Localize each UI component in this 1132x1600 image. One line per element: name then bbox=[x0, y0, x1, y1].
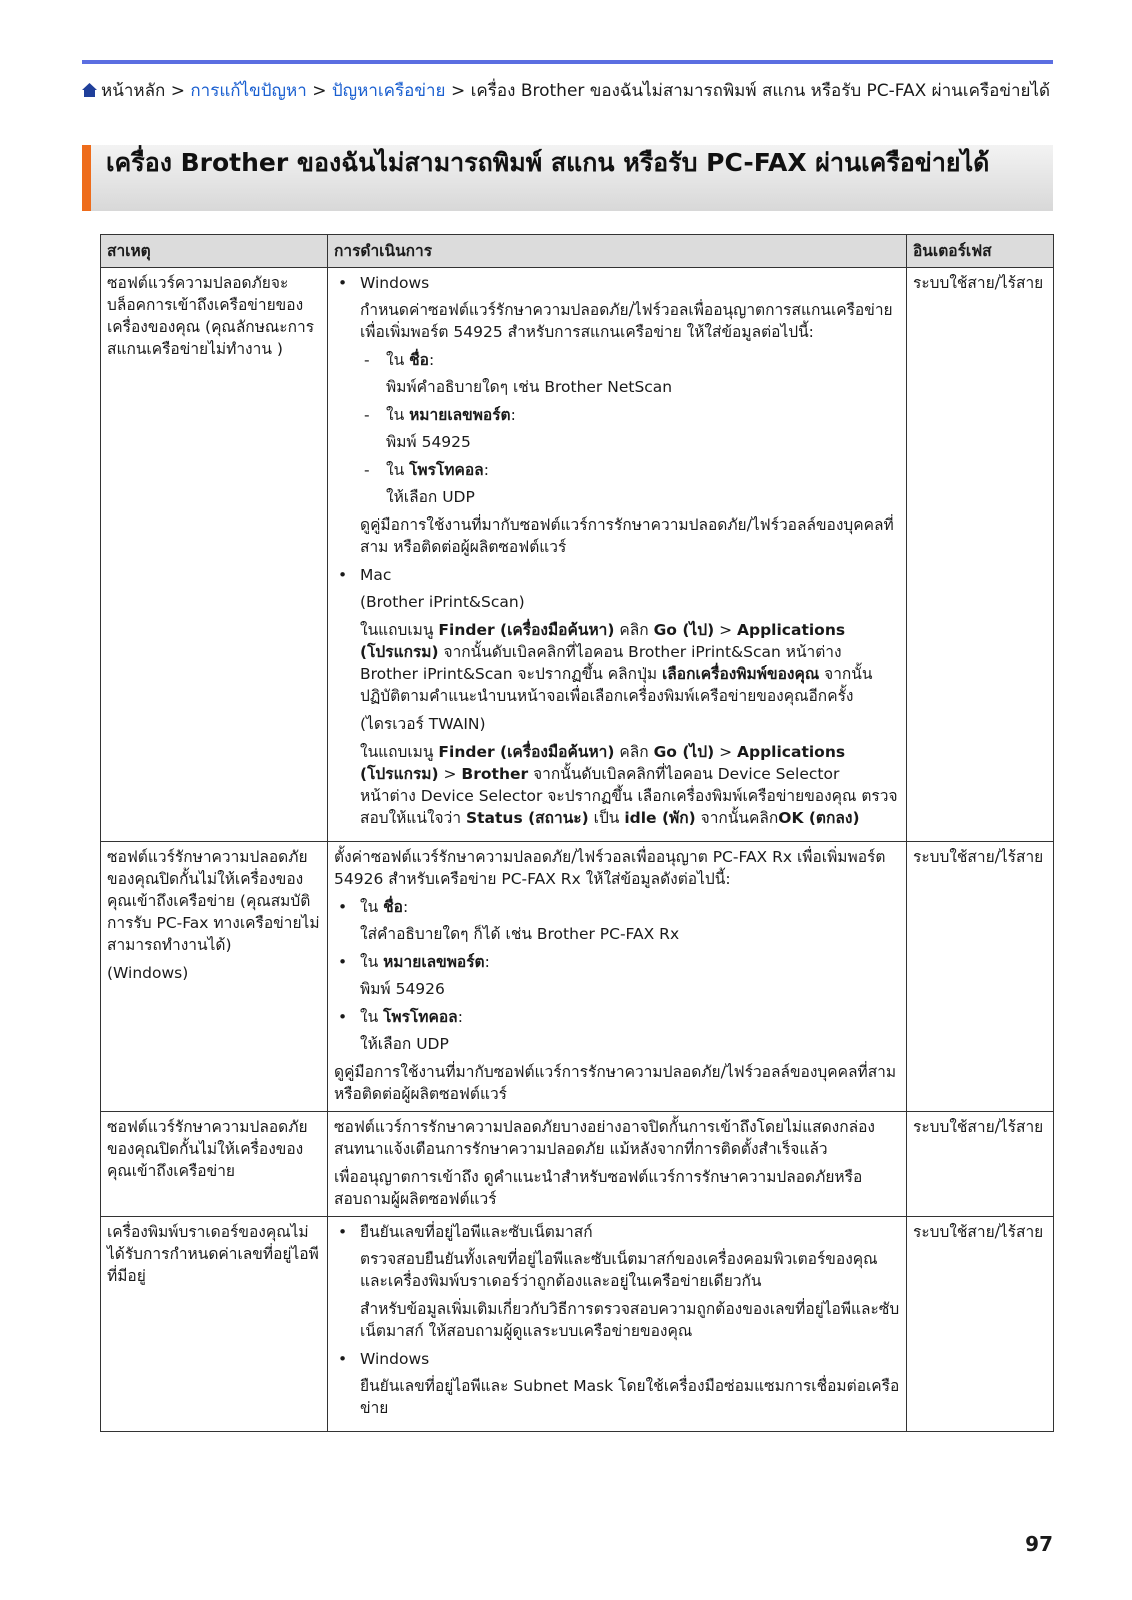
table-row bbox=[101, 1217, 1054, 1432]
cause-text: ซอฟต์แวร์รักษาความปลอดภัยของคุณปิดกั้นไม่ให้เครื่องของคุณเข้าถึงเครือข่าย bbox=[107, 1118, 308, 1180]
breadcrumb bbox=[82, 80, 1053, 103]
text: : bbox=[402, 898, 409, 916]
text: ใน bbox=[386, 406, 410, 424]
title-box bbox=[82, 145, 1053, 211]
table-row bbox=[101, 268, 1054, 842]
page-number: 97 bbox=[1025, 1532, 1053, 1556]
breadcrumb-separator: > bbox=[450, 81, 466, 101]
text: : bbox=[428, 351, 435, 369]
text: > bbox=[714, 743, 737, 761]
select-printer-label: เลือกเครื่องพิมพ์ของคุณ bbox=[661, 665, 820, 683]
text: > bbox=[438, 765, 462, 783]
bullet-protocol bbox=[334, 1006, 900, 1028]
finder-label: Finder (เครื่องมือค้นหา) bbox=[438, 621, 615, 639]
dash-name bbox=[334, 349, 900, 371]
name-value: พิมพ์คำอธิบายใดๆ เช่น Brother NetScan bbox=[386, 378, 673, 396]
cause-os: (Windows) bbox=[107, 964, 189, 982]
name-value: ใส่คำอธิบายใดๆ ก็ได้ เช่น Brother PC-FAX Rx bbox=[360, 925, 680, 943]
port-value: พิมพ์ 54925 bbox=[386, 433, 471, 451]
field-protocol-label: โพรโทคอล bbox=[409, 461, 484, 479]
go-label: Go (ไป) bbox=[653, 743, 715, 761]
cause-text: ซอฟต์แวร์ความปลอดภัยจะบล็อคการเข้าถึงเครือข่ายของเครื่องของคุณ (คุณลักษณะการสแกนเครือข่ายไม่ทำงาน ) bbox=[107, 274, 315, 358]
header-action: การดำเนินการ bbox=[328, 235, 907, 268]
bullet-port bbox=[334, 951, 900, 973]
bullet-name bbox=[334, 896, 900, 918]
page-title: เครื่อง Brother ของฉันไม่สามารถพิมพ์ สแกน หรือรับ PC-FAX ผ่านเครือข่ายได้ bbox=[106, 148, 990, 177]
action-cell bbox=[328, 268, 907, 842]
windows-instruction: กำหนดค่าซอฟต์แวร์รักษาความปลอดภัย/ไฟร์วอลเพื่ออนุญาตการสแกนเครือข่าย เพื่อเพิ่มพอร์ต 54925 สำหรับการสแกนเครือข่าย ให้ใส่ข้อมูลต่อไปนี้: bbox=[360, 301, 893, 341]
verify-ip-more: สำหรับข้อมูลเพิ่มเติมเกี่ยวกับวิธีการตรวจสอบความถูกต้องของเลขที่อยู่ไอพีและซับเน็ตมาสก์ ให้สอบถามผู้ดูแลระบบเครือข่ายของคุณ bbox=[360, 1300, 900, 1340]
text: : bbox=[483, 461, 489, 479]
twain-label: (ไดรเวอร์ TWAIN) bbox=[360, 715, 486, 733]
protocol-value: ให้เลือก UDP bbox=[360, 1035, 449, 1053]
cause-text: เครื่องพิมพ์บราเดอร์ของคุณไม่ได้รับการกำหนดค่าเลขที่อยู่ไอพีที่มีอยู่ bbox=[107, 1223, 319, 1285]
text: > bbox=[714, 621, 737, 639]
field-name-label: ชื่อ bbox=[383, 898, 403, 916]
breadcrumb-home[interactable]: หน้าหลัก bbox=[101, 81, 166, 101]
title-accent-bar bbox=[82, 145, 91, 211]
text: ใน bbox=[360, 1008, 384, 1026]
text: ใน bbox=[386, 351, 410, 369]
field-protocol-label: โพรโทคอล bbox=[383, 1008, 458, 1026]
table-row bbox=[101, 842, 1054, 1112]
interface-cell bbox=[907, 1112, 1054, 1217]
interface-cell bbox=[907, 1217, 1054, 1432]
troubleshooting-table bbox=[100, 234, 1054, 1432]
verify-ip-text: ตรวจสอบยืนยันทั้งเลขที่อยู่ไอพีและซับเน็ตมาสก์ของเครื่องคอมพิวเตอร์ของคุณและเครื่องพิมพ์บราเดอร์ว่าถูกต้องและอยู่ในเครือข่ายเดียวกัน bbox=[360, 1250, 878, 1290]
text: คลิก bbox=[614, 621, 654, 639]
text: เป็น bbox=[588, 809, 625, 827]
pcfax-intro: ตั้งค่าซอฟต์แวร์รักษาความปลอดภัย/ไฟร์วอลเพื่ออนุญาต PC-FAX Rx เพื่อเพิ่มพอร์ต 54926 สำหรับเครือข่าย PC-FAX Rx ให้ใส่ข้อมูลดังต่อไปนี้: bbox=[334, 848, 886, 888]
interface-text: ระบบใช้สาย/ไร้สาย bbox=[913, 1118, 1044, 1136]
action-text: เพื่ออนุญาตการเข้าถึง ดูคำแนะนำสำหรับซอฟต์แวร์การรักษาความปลอดภัยหรือสอบถามผู้ผลิตซอฟต์แวร์ bbox=[334, 1168, 863, 1208]
dash-port bbox=[334, 404, 900, 426]
text: คลิก bbox=[614, 743, 654, 761]
iprint-instruction bbox=[334, 619, 900, 707]
cause-cell bbox=[101, 1112, 328, 1217]
manual-note: ดูคู่มือการใช้งานที่มากับซอฟต์แวร์การรักษาความปลอดภัย/ไฟร์วอลล์ของบุคคลที่สาม หรือติดต่อผู้ผลิตซอฟต์แวร์ bbox=[360, 516, 894, 556]
iprint-label: (Brother iPrint&Scan) bbox=[360, 593, 525, 611]
cause-text: ซอฟต์แวร์รักษาความปลอดภัยของคุณปิดกั้นไม่ให้เครื่องของคุณเข้าถึงเครือข่าย (คุณสมบัติการรับ PC-Fax ทางเครือข่ายไม่สามารถทำงานได้) bbox=[107, 848, 320, 954]
protocol-value: ให้เลือก UDP bbox=[386, 488, 475, 506]
header-cause: สาเหตุ bbox=[101, 235, 328, 268]
action-cell bbox=[328, 1112, 907, 1217]
breadcrumb-link-troubleshooting[interactable]: การแก้ไขปัญหา bbox=[190, 81, 307, 101]
twain-instruction bbox=[334, 741, 900, 829]
idle-label: idle (พัก) bbox=[624, 809, 696, 827]
port-value: พิมพ์ 54926 bbox=[360, 980, 445, 998]
text: : bbox=[457, 1008, 463, 1026]
interface-cell bbox=[907, 268, 1054, 842]
bullet-verify-ip: • ยืนยันเลขที่อยู่ไอพีและซับเน็ตมาสก์ bbox=[334, 1221, 900, 1243]
ok-label: OK (ตกลง) bbox=[778, 809, 860, 827]
table-row bbox=[101, 1112, 1054, 1217]
text: จากนั้นคลิก bbox=[695, 809, 779, 827]
text: จากนั้นดับเบิลคลิกที่ไอคอน Device Selector หน้าต่าง Device Selector จะปรากฏขึ้น เลือกเครื่องพิมพ์เครือข่ายของคุณ ตรวจสอบให้แน่ใจว่า bbox=[360, 765, 898, 827]
field-name-label: ชื่อ bbox=[409, 351, 429, 369]
cause-cell bbox=[101, 842, 328, 1112]
text: : bbox=[510, 406, 516, 424]
manual-note: ดูคู่มือการใช้งานที่มากับซอฟต์แวร์การรักษาความปลอดภัย/ไฟร์วอลล์ของบุคคลที่สาม หรือติดต่อผู้ผลิตซอฟต์แวร์ bbox=[334, 1063, 897, 1103]
breadcrumb-separator: > bbox=[170, 81, 185, 101]
text: ใน bbox=[386, 461, 410, 479]
text: : bbox=[484, 953, 490, 971]
interface-cell bbox=[907, 842, 1054, 1112]
field-port-label: หมายเลขพอร์ต bbox=[383, 953, 485, 971]
top-rule bbox=[82, 60, 1053, 64]
cause-cell bbox=[101, 268, 328, 842]
header-interface: อินเตอร์เฟส bbox=[907, 235, 1054, 268]
action-cell bbox=[328, 1217, 907, 1432]
interface-text: ระบบใช้สาย/ไร้สาย bbox=[913, 848, 1044, 866]
interface-text: ระบบใช้สาย/ไร้สาย bbox=[913, 274, 1044, 292]
interface-text: ระบบใช้สาย/ไร้สาย bbox=[913, 1223, 1044, 1241]
text: จากนั้นดับเบิลคลิกที่ไอคอน Brother iPrint&Scan หน้าต่าง Brother iPrint&Scan จะปรากฏขึ้น คลิกปุ่ม bbox=[360, 643, 842, 683]
bullet-mac: • Mac bbox=[334, 564, 900, 586]
applications-label: Applications (โปรแกรม) bbox=[360, 621, 846, 661]
go-label: Go (ไป) bbox=[653, 621, 715, 639]
action-cell bbox=[328, 842, 907, 1112]
status-label: Status (สถานะ) bbox=[465, 809, 589, 827]
finder-label: Finder (เครื่องมือค้นหา) bbox=[438, 743, 615, 761]
breadcrumb-current: เครื่อง Brother ของฉันไม่สามารถพิมพ์ สแกน หรือรับ PC-FAX ผ่านเครือข่ายได้ bbox=[470, 81, 1051, 101]
bullet-windows: • Windows bbox=[334, 1348, 900, 1370]
field-port-label: หมายเลขพอร์ต bbox=[409, 406, 511, 424]
table-header-row bbox=[101, 235, 1054, 268]
action-text: ซอฟต์แวร์การรักษาความปลอดภัยบางอย่างอาจปิดกั้นการเข้าถึงโดยไม่แสดงกล่องสนทนาแจ้งเตือนการรักษาความปลอดภัย แม้หลังจากที่การติดตั้งสำเร็จแล้ว bbox=[334, 1118, 875, 1158]
text: ในแถบเมนู bbox=[360, 621, 439, 639]
breadcrumb-separator: > bbox=[312, 81, 327, 101]
text: ใน bbox=[360, 953, 384, 971]
cause-cell bbox=[101, 1217, 328, 1432]
breadcrumb-link-network-problems[interactable]: ปัญหาเครือข่าย bbox=[331, 81, 446, 101]
text: จากนั้นปฏิบัติตามคำแนะนำบนหน้าจอเพื่อเลือกเครื่องพิมพ์เครือข่ายของคุณอีกครั้ง bbox=[360, 665, 873, 705]
dash-protocol bbox=[334, 459, 900, 481]
applications-label: Applications (โปรแกรม) bbox=[360, 743, 846, 783]
home-icon[interactable] bbox=[82, 83, 97, 97]
text: ใน bbox=[360, 898, 384, 916]
brother-label: Brother bbox=[461, 765, 529, 783]
windows-repair-text: ยืนยันเลขที่อยู่ไอพีและ Subnet Mask โดยใช้เครื่องมือซ่อมแซมการเชื่อมต่อเครือข่าย bbox=[360, 1377, 900, 1417]
bullet-windows: • Windows bbox=[334, 272, 900, 294]
text: ในแถบเมนู bbox=[360, 743, 439, 761]
